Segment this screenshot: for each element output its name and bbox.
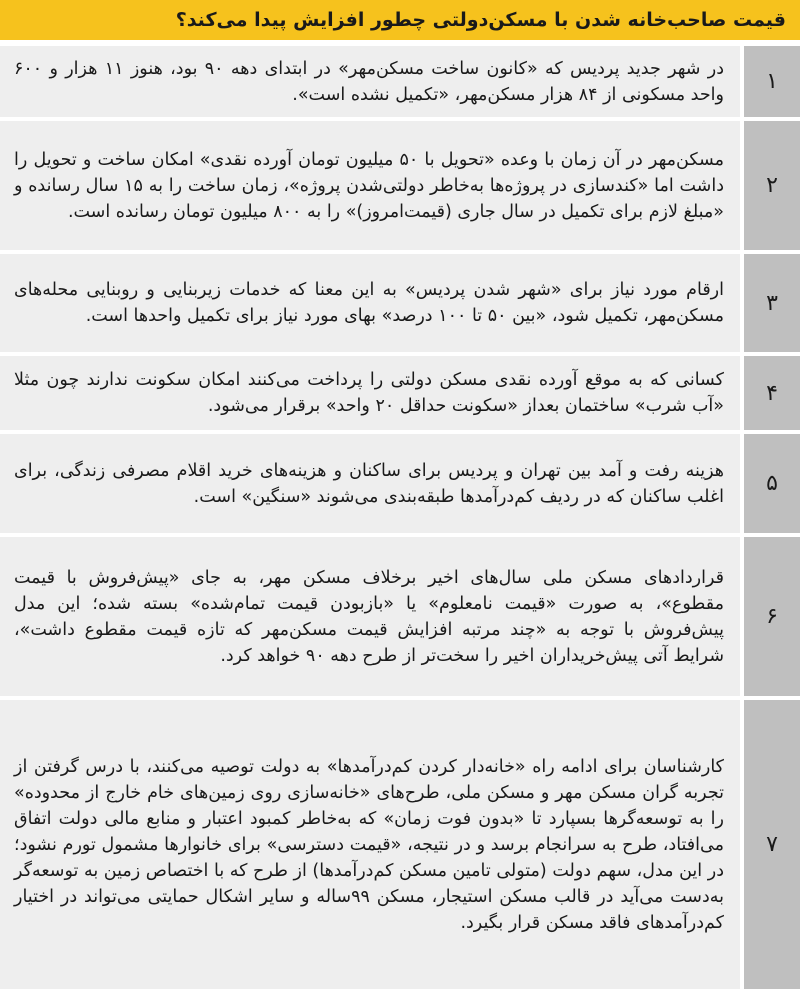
row-number: ۱ xyxy=(744,46,800,117)
row-text-cell xyxy=(0,537,740,696)
row-text: هزینه رفت و آمد بین تهران و پردیس برای ساکنان و هزینه‌های خرید اقلام مصرفی زندگی، برای اغلب ساکنان که در ردیف کم‌درآمدها طبقه‌بندی می‌شوند «سنگین» است. xyxy=(14,460,724,507)
row-number: ۲ xyxy=(744,121,800,250)
table-row xyxy=(0,121,800,250)
table-row xyxy=(0,434,800,533)
table-row xyxy=(0,537,800,696)
row-number: ۴ xyxy=(744,356,800,430)
row-text-cell xyxy=(0,46,740,117)
row-text: کارشناسان برای ادامه راه «خانه‌دار کردن کم‌درآمدها» به دولت توصیه می‌کنند، با درس گرفتن از تجربه گران مسکن مهر و مسکن ملی، طرح‌های «خانه‌سازی روی زمین‌های خام خارج از محدوده» را به توسعه‌گرها بسپارد تا «بدون فوت زمان» که به‌خاطر کمبود اعتبار و منابع مالی دولت اتفاق می‌افتاد، طرح به سرانجام برسد و در نتیجه، «قیمت دسترسی» برای خانوارها مشمول تورم نشود؛ در این مدل، سهم دولت (متولی تامین مسکن کم‌درآمدها) از طرح که با اختصاص زمین به توسعه‌گر به‌دست می‌آید در قالب مسکن استیجار، مسکن ۹۹ساله و سایر اشکال حمایتی می‌تواند در اختیار کم‌درآمدهای فاقد مسکن قرار بگیرد. xyxy=(14,756,724,933)
row-text-cell xyxy=(0,434,740,533)
row-number: ۷ xyxy=(744,700,800,989)
table-row xyxy=(0,356,800,430)
row-text: ارقام مورد نیاز برای «شهر شدن پردیس» به این معنا که خدمات زیربنایی و روبنایی محله‌های مسکن‌مهر، تکمیل شود، «بین ۵۰ تا ۱۰۰ درصد» بهای مورد نیاز برای تکمیل واحدها است. xyxy=(14,280,724,326)
row-text: در شهر جدید پردیس که «کانون ساخت مسکن‌مهر» در ابتدای دهه ۹۰ بود، هنوز ۱۱ هزار و ۶۰۰ واحد مسکونی از ۸۴ هزار مسکن‌مهر، «تکمیل نشده است». xyxy=(14,58,725,105)
row-number: ۵ xyxy=(744,434,800,533)
row-text-cell xyxy=(0,356,740,430)
table-row xyxy=(0,46,800,117)
row-text: کسانی که به موقع آورده نقدی مسکن دولتی را پرداخت می‌کنند امکان سکونت ندارند چون مثلا «آب شرب» ساختمان بعداز «سکونت حداقل ۲۰ واحد» برقرار می‌شود. xyxy=(14,370,724,416)
row-text: مسکن‌مهر در آن زمان با وعده «تحویل با ۵۰ میلیون تومان آورده نقدی» امکان ساخت و تحویل را داشت اما «کندسازی در پروژه‌ها به‌خاطر دولتی‌شدن پروژه»، زمان ساخت را به ۱۵ سال رسانده و «مبلغ لازم برای تکمیل در سال جاری (قیمت‌امروز)» را به ۸۰۰ میلیون تومان رسانده است. xyxy=(14,149,724,222)
row-text-cell xyxy=(0,700,740,989)
page-title: قیمت صاحب‌خانه شدن با مسکن‌دولتی چطور افزایش پیدا می‌کند؟ xyxy=(175,9,786,31)
title-bar xyxy=(0,0,800,40)
table-row xyxy=(0,700,800,989)
row-text: قراردادهای مسکن ملی سال‌های اخیر برخلاف مسکن مهر، به جای «پیش‌فروش با قیمت مقطوع»، به صورت «قیمت نامعلوم» یا «بازبودن قیمت تمام‌شده» بسته شده؛ این مدل پیش‌فروش با توجه به «چند مرتبه افزایش قیمت مسکن‌مهر که تازه قیمت مقطوع داشت»، شرایط آتی پیش‌خریداران اخیر را سخت‌تر از طرح دهه ۹۰ خواهد کرد. xyxy=(14,567,724,666)
row-text-cell xyxy=(0,254,740,352)
row-number: ۳ xyxy=(744,254,800,352)
table-row xyxy=(0,254,800,352)
row-text-cell xyxy=(0,121,740,250)
row-number: ۶ xyxy=(744,537,800,696)
